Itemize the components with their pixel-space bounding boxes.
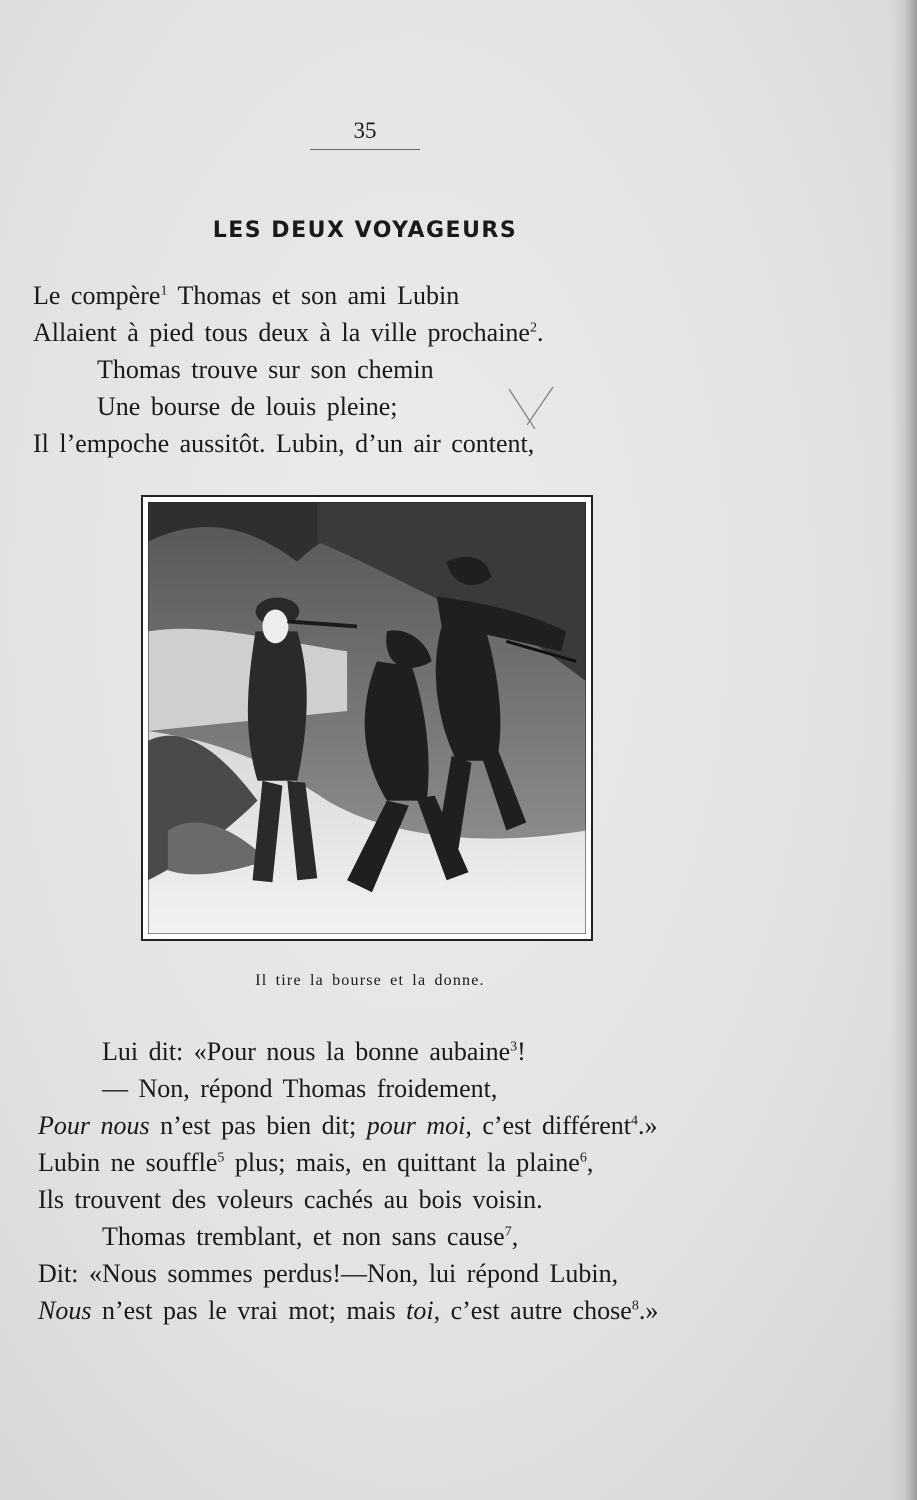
stanza-2 (38, 1033, 658, 1329)
pencil-cross-mark (505, 385, 557, 435)
verse-line-4: Une bourse de louis pleine; (97, 392, 398, 421)
illustration-frame (141, 495, 593, 941)
verse-line-7: — Non, répond Thomas froidement, (102, 1074, 498, 1103)
verse-line-10: Ils trouvent des voleurs cachés au bois voisin. (38, 1185, 543, 1214)
verse-line-6: Lui dit: «Pour nous la bonne aubaine$^3$! (102, 1037, 526, 1066)
verse-line-3: Thomas trouve sur son chemin (97, 355, 434, 384)
verse-line-11: Thomas tremblant, et non sans cause$^7$, (102, 1222, 519, 1251)
page-number-rule (310, 149, 420, 150)
verse-line-13: Nous n’est pas le vrai mot; mais toi, c’est autre chose$^8$.» (38, 1296, 659, 1325)
verse-line-8: Pour nous n’est pas bien dit; pour moi, c’est différent$^4$.» (38, 1111, 658, 1140)
engraving-illustration-icon (148, 502, 586, 934)
page-edge-shadow (891, 0, 917, 1500)
verse-line-1: Le compère$^1$ Thomas et son ami Lubin (33, 281, 460, 310)
verse-line-12: Dit: «Nous sommes perdus!—Non, lui répond Lubin, (38, 1259, 619, 1288)
page-number: 35 (353, 118, 377, 143)
verse-line-2: Allaient à pied tous deux à la ville prochaine$^2$. (33, 318, 544, 347)
verse-line-9: Lubin ne souffle$^5$ plus; mais, en quittant la plaine$^6$, (38, 1148, 594, 1177)
verse-line-5: Il l’empoche aussitôt. Lubin, d’un air content, (33, 429, 535, 458)
stanza-1 (33, 277, 543, 462)
poem-title: LES DEUX VOYAGEURS (212, 218, 518, 243)
illustration-caption: Il tire la bourse et la donne. (255, 972, 485, 989)
